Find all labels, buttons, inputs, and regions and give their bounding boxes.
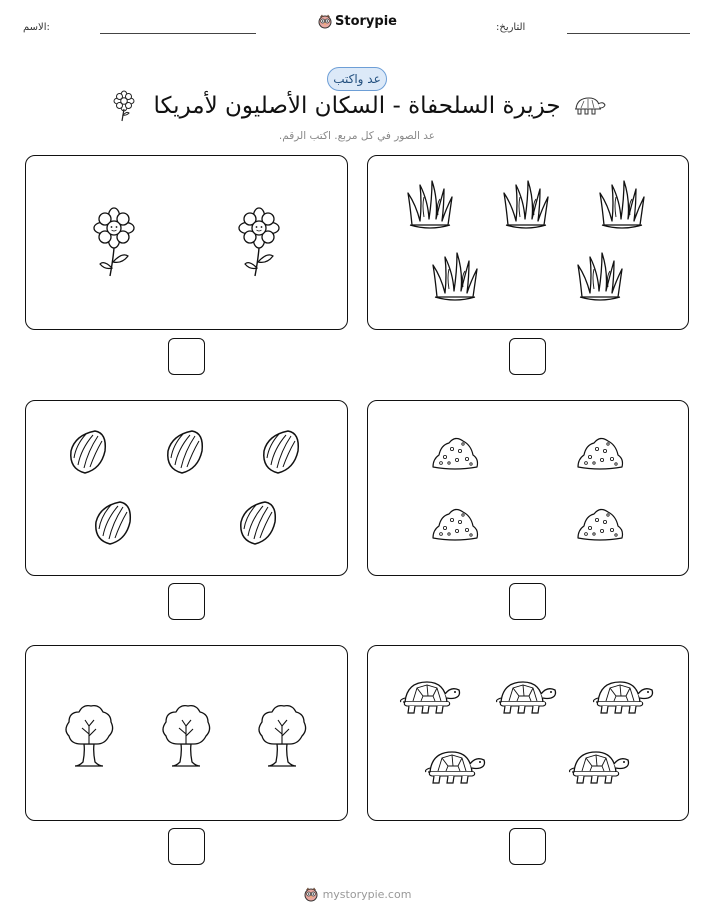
flower-items xyxy=(26,156,349,331)
seed-items xyxy=(26,401,349,577)
mound-icon xyxy=(578,438,623,469)
count-write-badge: عد واكتب xyxy=(327,67,387,91)
answer-box-turtles[interactable] xyxy=(509,828,546,865)
grass-icon xyxy=(408,181,452,228)
counting-panel-turtles xyxy=(367,645,689,821)
turtle-icon xyxy=(594,682,653,713)
logo-text: Storypie xyxy=(335,13,397,29)
mound-items xyxy=(368,401,690,577)
turtle-icon xyxy=(426,752,485,783)
footer-url[interactable]: mystorypie.com xyxy=(322,887,412,901)
grass-icon xyxy=(600,181,644,228)
answer-box-grass[interactable] xyxy=(509,338,546,375)
seed-icon xyxy=(71,431,106,473)
answer-box-flowers[interactable] xyxy=(168,338,205,375)
mound-icon xyxy=(578,509,623,540)
name-label: الاسم: xyxy=(23,22,50,33)
answer-box-seeds[interactable] xyxy=(168,583,205,620)
owl-mascot-icon xyxy=(317,13,333,29)
seed-icon xyxy=(264,431,299,473)
grass-items xyxy=(368,156,690,331)
turtle-icon xyxy=(401,682,460,713)
seed-icon xyxy=(96,502,131,544)
mound-icon xyxy=(433,438,478,469)
tree-icon xyxy=(259,706,306,766)
counting-panel-flowers xyxy=(25,155,348,330)
footer xyxy=(0,886,714,902)
date-label: التاريخ: xyxy=(496,22,526,33)
answer-box-trees[interactable] xyxy=(168,828,205,865)
turtle-icon xyxy=(497,682,556,713)
turtle-items xyxy=(368,646,690,822)
counting-panel-mounds xyxy=(367,400,689,576)
flower-icon xyxy=(94,208,134,276)
tree-icon xyxy=(163,706,210,766)
counting-panel-trees xyxy=(25,645,348,821)
tree-icon xyxy=(66,706,113,766)
tree-items xyxy=(26,646,349,822)
grass-icon xyxy=(504,181,548,228)
answer-box-mounds[interactable] xyxy=(509,583,546,620)
page-title: جزيرة السلحفاة - السكان الأصليون لأمريكا xyxy=(153,93,561,119)
name-line[interactable] xyxy=(100,33,256,34)
seed-icon xyxy=(241,502,276,544)
turtle-icon xyxy=(570,752,629,783)
counting-panel-seeds xyxy=(25,400,348,576)
storypie-logo xyxy=(0,13,714,29)
grass-icon xyxy=(433,253,477,300)
counting-panel-grass xyxy=(367,155,689,330)
mound-icon xyxy=(433,509,478,540)
grass-icon xyxy=(578,253,622,300)
flower-icon xyxy=(239,208,279,276)
seed-icon xyxy=(168,431,203,473)
date-line[interactable] xyxy=(567,33,690,34)
instructions: عد الصور في كل مربع. اكتب الرقم. xyxy=(278,130,436,142)
owl-mascot-icon xyxy=(303,886,319,902)
